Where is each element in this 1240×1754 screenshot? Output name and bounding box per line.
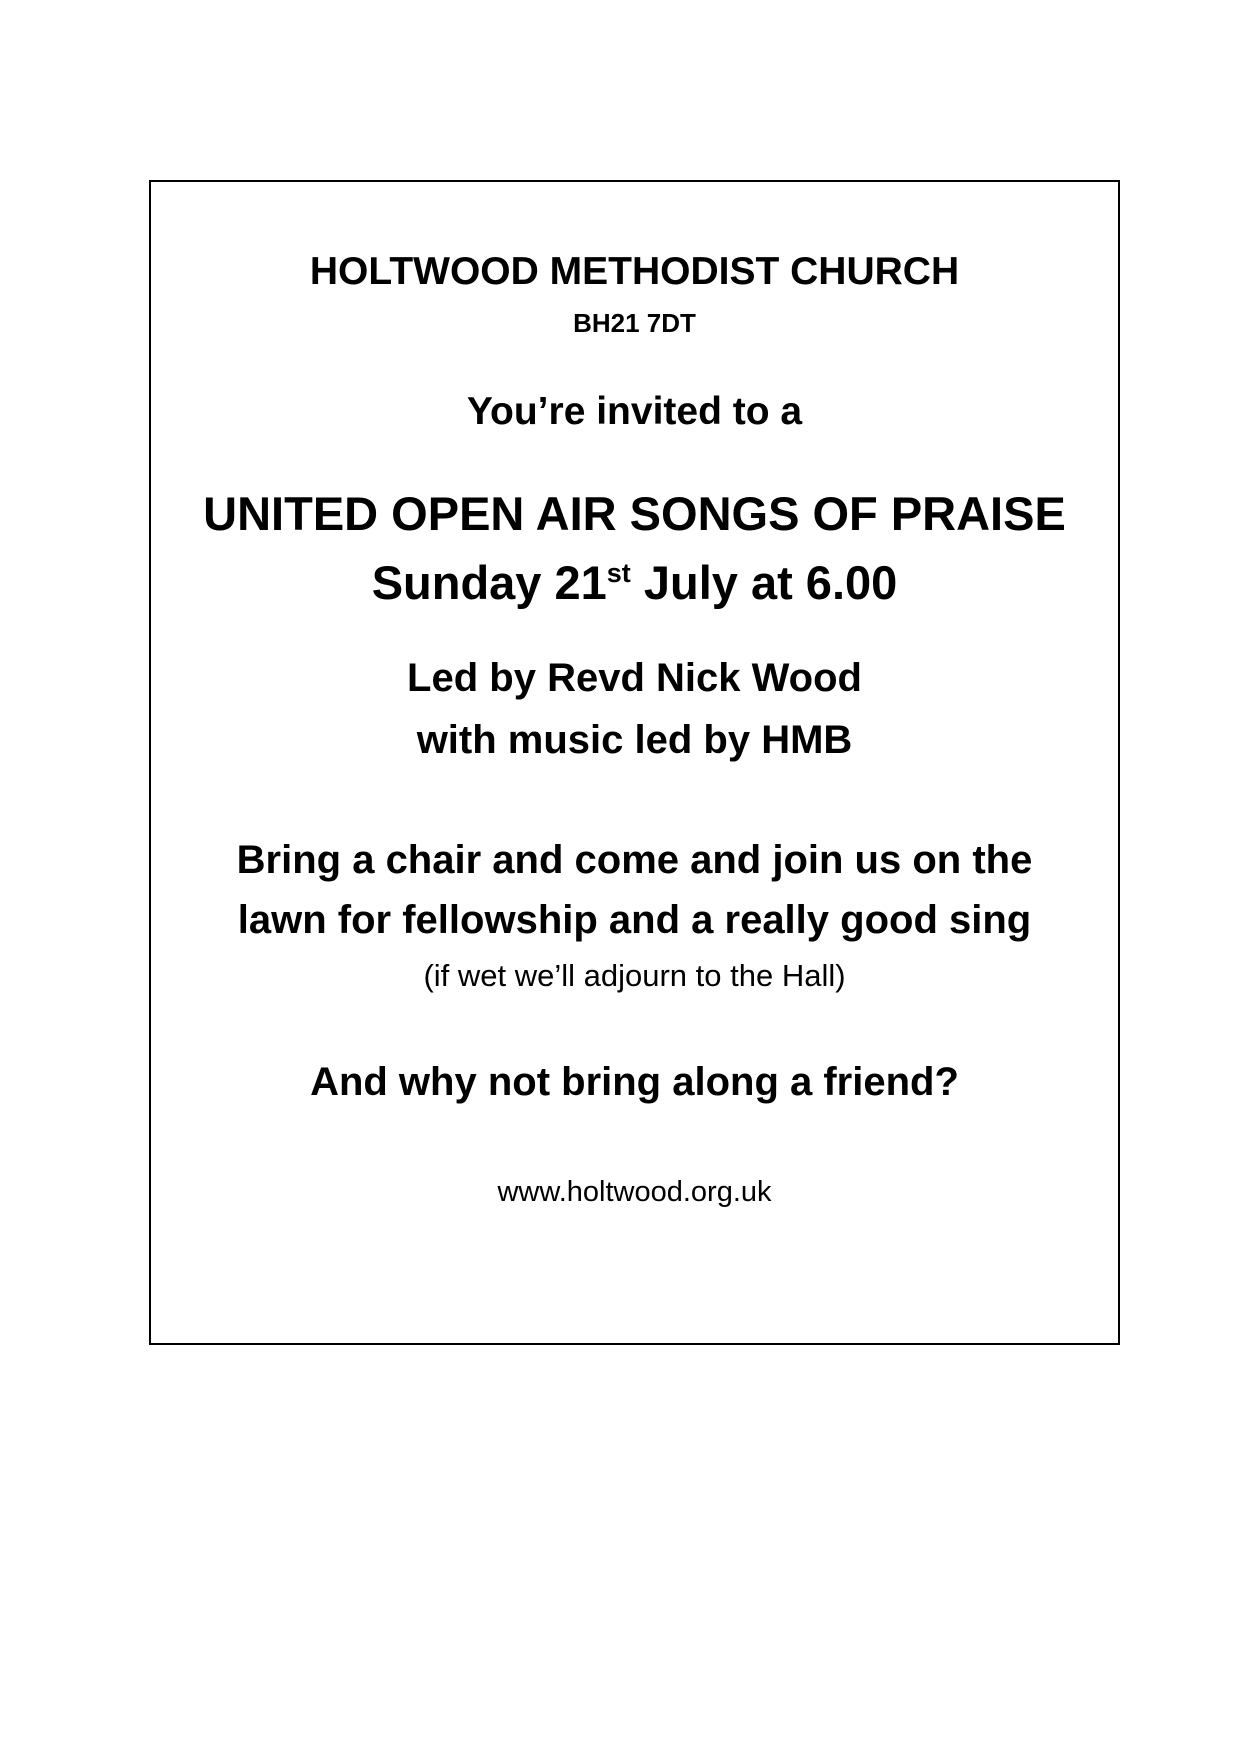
bring-friend-line: And why not bring along a friend? (310, 1060, 959, 1104)
church-name: HOLTWOOD METHODIST CHURCH (309, 250, 960, 293)
postcode: BH21 7DT (573, 308, 696, 338)
notice-frame (149, 180, 1120, 1345)
invite-line: You’re invited to a (466, 390, 803, 433)
event-title: UNITED OPEN AIR SONGS OF PRAISE (203, 487, 1066, 540)
date-rest: July at 6.00 (630, 556, 898, 609)
bring-chair-line-2: lawn for fellowship and a really good sing (237, 898, 1032, 942)
date-ordinal-suffix: st (606, 558, 631, 588)
date-day: Sunday 21 (371, 556, 607, 609)
leader-line: Led by Revd Nick Wood (407, 656, 862, 700)
music-line: with music led by HMB (416, 718, 853, 762)
website-url: www.holtwood.org.uk (497, 1176, 772, 1208)
wet-weather-note: (if wet we’ll adjourn to the Hall) (423, 958, 846, 993)
event-date (151, 556, 1118, 609)
bring-chair-line-1: Bring a chair and come and join us on the (236, 838, 1033, 882)
